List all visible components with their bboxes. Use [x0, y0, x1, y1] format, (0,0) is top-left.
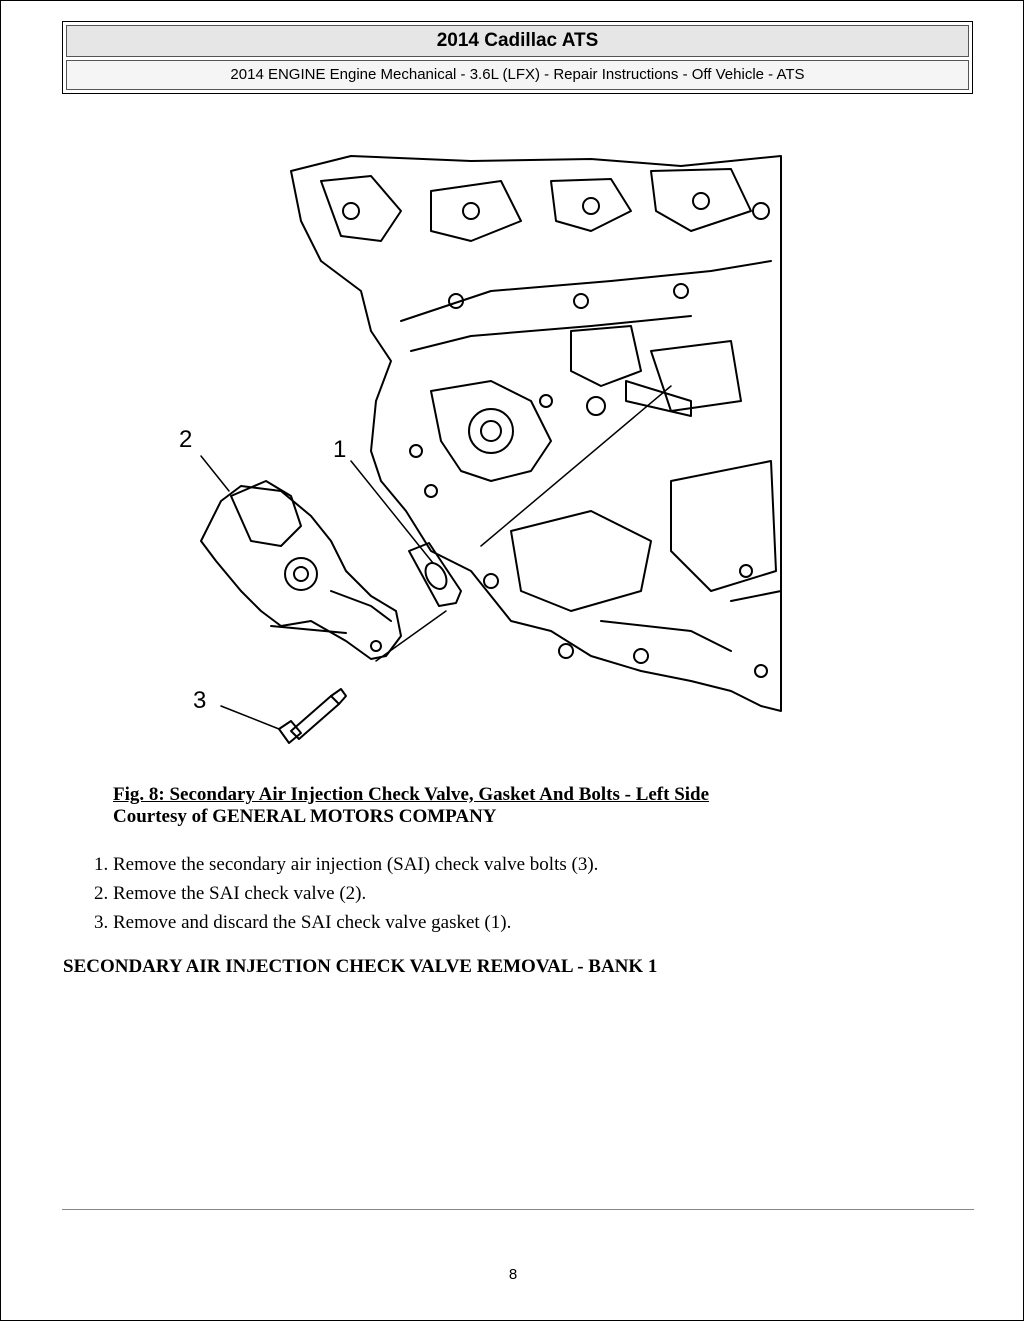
callout-check-valve: 2	[179, 426, 193, 453]
engine-block-drawing	[291, 156, 781, 711]
procedure-steps	[63, 850, 963, 937]
footer-divider	[62, 1209, 974, 1210]
section-heading: SECONDARY AIR INJECTION CHECK VALVE REMOVAL - BANK 1	[63, 956, 658, 977]
callout-bolt: 3	[193, 687, 207, 714]
check-valve-drawing	[201, 481, 401, 659]
callout-gasket: 1	[333, 436, 347, 463]
gasket-drawing	[409, 543, 461, 606]
page-number: 8	[508, 1266, 518, 1283]
engine-illustration	[171, 151, 786, 761]
figure-courtesy: Courtesy of GENERAL MOTORS COMPANY	[113, 806, 497, 827]
bolt-drawing	[279, 689, 346, 743]
procedure-step: 3. Remove and discard the SAI check valve gasket (1).	[113, 908, 963, 937]
document-header	[62, 21, 973, 94]
figure-caption	[113, 784, 709, 828]
figure-title: Fig. 8: Secondary Air Injection Check Valve, Gasket And Bolts - Left Side	[113, 784, 710, 805]
procedure-step: 1. Remove the secondary air injection (SAI) check valve bolts (3).	[113, 850, 963, 879]
section-path: 2014 ENGINE Engine Mechanical - 3.6L (LFX) - Repair Instructions - Off Vehicle - ATS	[66, 60, 969, 90]
vehicle-title: 2014 Cadillac ATS	[66, 25, 969, 57]
procedure-step: 2. Remove the SAI check valve (2).	[113, 879, 963, 908]
